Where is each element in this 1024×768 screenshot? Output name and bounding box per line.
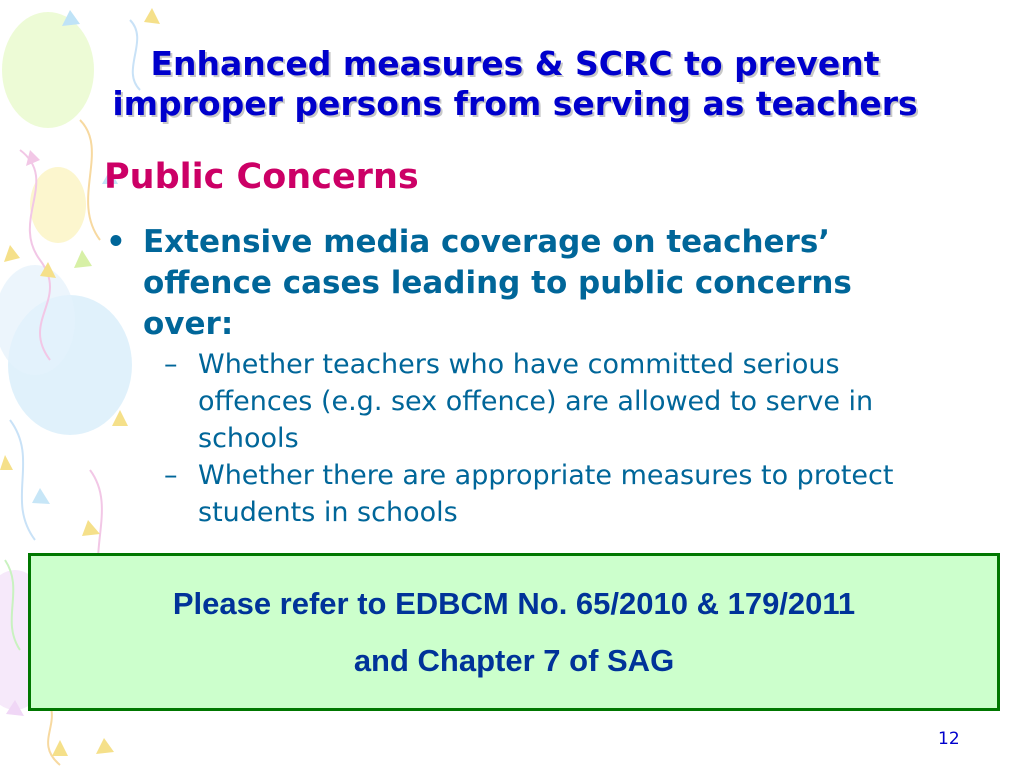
dash-marker: – — [164, 460, 178, 491]
reference-line-2: and Chapter 7 of SAG — [353, 643, 675, 678]
section-heading: Public Concerns — [104, 157, 419, 197]
page-number: 12 — [938, 729, 960, 749]
main-bullet — [106, 222, 896, 345]
sub-bullet-item — [164, 457, 924, 531]
bullet-marker: • — [106, 224, 126, 260]
sub-bullet-text: Whether teachers who have committed serious offences (e.g. sex offence) are allowed to serve in schools — [198, 349, 874, 454]
slide-title-line-1: Enhanced measures & SCRC to prevent — [150, 44, 880, 83]
slide-title-line-2: improper persons from serving as teachers — [112, 84, 918, 123]
dash-marker: – — [164, 349, 178, 380]
main-bullet-text: Extensive media coverage on teachers’ offence cases leading to public concerns over: — [143, 224, 852, 342]
sub-bullet-text: Whether there are appropriate measures to protect students in schools — [198, 460, 894, 528]
reference-line-1: Please refer to EDBCM No. 65/2010 & 179/2011 — [172, 586, 856, 621]
sub-bullet-list — [164, 346, 924, 531]
sub-bullet-item — [164, 346, 924, 457]
slide-title — [20, 44, 1010, 124]
reference-box — [28, 553, 1000, 711]
